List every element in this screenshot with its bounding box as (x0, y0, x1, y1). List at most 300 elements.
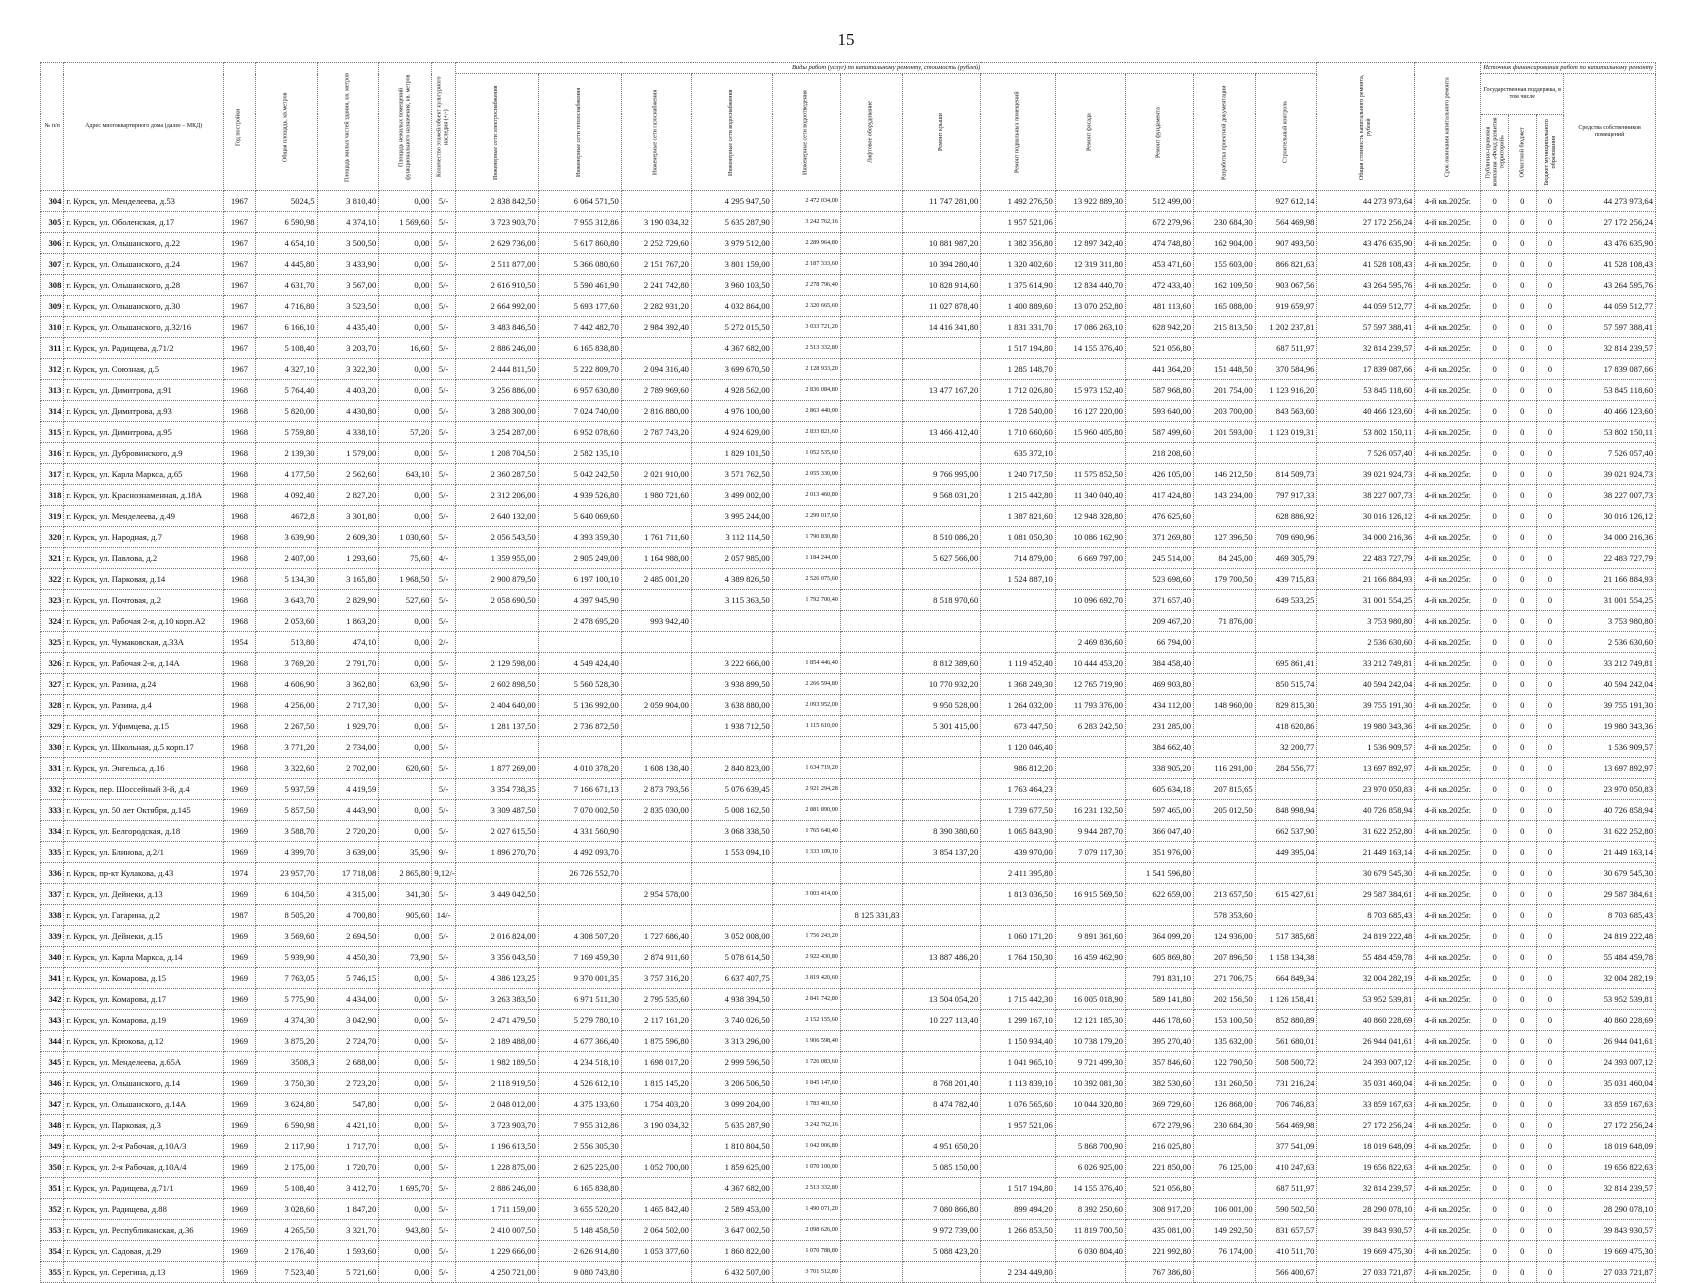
table-row (41, 695, 1656, 716)
total-cost-cell: 1 536 909,57 (1317, 737, 1415, 758)
row-number: 350 (41, 1157, 64, 1178)
region-budget-cell: 0 (1508, 863, 1536, 884)
roof-cost-cell: 13 504 054,20 (902, 989, 981, 1010)
year-cell: 1969 (223, 1136, 255, 1157)
control-cost-cell: 508 500,72 (1255, 1052, 1317, 1073)
living-area-cell: 1 717,70 (317, 1136, 379, 1157)
facade-cost-cell: 11 819 700,50 (1055, 1220, 1125, 1241)
sewer-cost-cell: 1 765 640,40 (772, 821, 840, 842)
nonresidential-area-cell: 0,00 (379, 737, 432, 758)
owners-funds-cell: 18 019 648,09 (1564, 1136, 1656, 1157)
heating-cost-cell: 4 331 560,90 (538, 821, 621, 842)
living-area-cell: 3 362,80 (317, 674, 379, 695)
total-area-cell: 4672,8 (255, 506, 317, 527)
floors-cell: 5/- (432, 1094, 455, 1115)
total-area-cell: 3 639,90 (255, 527, 317, 548)
heating-cost-cell: 2 625 225,00 (538, 1157, 621, 1178)
gas-cost-cell: 2 873 793,56 (621, 779, 691, 800)
address-cell: г. Курск, ул. 50 лет Октября, д.145 (64, 800, 224, 821)
heating-cost-cell: 2 626 914,80 (538, 1241, 621, 1262)
row-number: 307 (41, 254, 64, 275)
control-cost-cell: 664 849,34 (1255, 968, 1317, 989)
address-cell: г. Курск, ул. Ольшанского, д.32/16 (64, 317, 224, 338)
water-cost-cell: 3 222 666,00 (691, 653, 772, 674)
roof-cost-cell (902, 926, 981, 947)
living-area-cell: 3 412,70 (317, 1178, 379, 1199)
address-cell: г. Курск, ул. Союзная, д.5 (64, 359, 224, 380)
row-number: 317 (41, 464, 64, 485)
region-budget-cell: 0 (1508, 359, 1536, 380)
region-budget-cell: 0 (1508, 212, 1536, 233)
basement-cost-cell: 1 060 171,20 (981, 926, 1055, 947)
total-area-cell: 5 759,80 (255, 422, 317, 443)
roof-cost-cell: 4 951 650,20 (902, 1136, 981, 1157)
roof-cost-cell: 13 466 412,40 (902, 422, 981, 443)
sewer-cost-cell: 2 526 075,60 (772, 569, 840, 590)
row-number: 309 (41, 296, 64, 317)
sewer-cost-cell: 1 726 083,60 (772, 1052, 840, 1073)
control-cost-cell: 843 563,60 (1255, 401, 1317, 422)
nonresidential-area-cell: 1 569,60 (379, 212, 432, 233)
water-cost-cell: 3 801 159,00 (691, 254, 772, 275)
roof-cost-cell (902, 779, 981, 800)
row-number: 337 (41, 884, 64, 905)
gas-cost-cell: 2 151 767,20 (621, 254, 691, 275)
heating-cost-cell: 5 640 069,60 (538, 506, 621, 527)
living-area-cell: 2 562,60 (317, 464, 379, 485)
basement-cost-cell: 1 400 889,60 (981, 296, 1055, 317)
term-cell: 4-й кв.2025г. (1415, 632, 1481, 653)
foundation-cost-cell: 622 659,00 (1125, 884, 1193, 905)
owners-funds-cell: 39 843 930,57 (1564, 1220, 1656, 1241)
nonresidential-area-cell: 0,00 (379, 1094, 432, 1115)
table-row (41, 737, 1656, 758)
year-cell: 1968 (223, 758, 255, 779)
row-number: 335 (41, 842, 64, 863)
living-area-cell: 4 700,80 (317, 905, 379, 926)
foundation-cost-cell: 357 846,60 (1125, 1052, 1193, 1073)
floors-cell: 5/- (432, 947, 455, 968)
address-cell: г. Курск, ул. Школьная, д.5 корп.17 (64, 737, 224, 758)
sewer-cost-cell: 1 115 610,00 (772, 716, 840, 737)
living-area-cell: 1 847,20 (317, 1199, 379, 1220)
local-budget-cell: 0 (1536, 527, 1564, 548)
term-cell: 4-й кв.2025г. (1415, 1241, 1481, 1262)
total-cost-cell: 23 970 050,83 (1317, 779, 1415, 800)
total-area-cell: 3 875,20 (255, 1031, 317, 1052)
electric-cost-cell: 3 723 903,70 (455, 212, 538, 233)
floors-cell: 5/- (432, 527, 455, 548)
fund-cell: 0 (1481, 569, 1509, 590)
basement-cost-cell (981, 968, 1055, 989)
living-area-cell: 2 791,70 (317, 653, 379, 674)
sewer-cost-cell: 1 070 788,80 (772, 1241, 840, 1262)
basement-cost-cell: 1 065 843,90 (981, 821, 1055, 842)
design-cost-cell: 71 876,00 (1194, 611, 1256, 632)
total-cost-cell: 34 000 216,36 (1317, 527, 1415, 548)
lift-cost-cell (840, 1262, 902, 1283)
table-row (41, 191, 1656, 212)
gas-cost-cell: 2 874 911,60 (621, 947, 691, 968)
owners-funds-cell: 21 449 163,14 (1564, 842, 1656, 863)
floors-cell: 5/- (432, 1073, 455, 1094)
header-no: № п/п (41, 63, 64, 191)
table-row (41, 1073, 1656, 1094)
nonresidential-area-cell: 75,60 (379, 548, 432, 569)
year-cell: 1954 (223, 632, 255, 653)
region-budget-cell: 0 (1508, 527, 1536, 548)
term-cell: 4-й кв.2025г. (1415, 485, 1481, 506)
total-cost-cell: 32 814 239,57 (1317, 338, 1415, 359)
fund-cell: 0 (1481, 527, 1509, 548)
roof-cost-cell (902, 758, 981, 779)
region-budget-cell: 0 (1508, 296, 1536, 317)
water-cost-cell: 3 099 204,00 (691, 1094, 772, 1115)
heating-cost-cell: 4 308 507,20 (538, 926, 621, 947)
year-cell: 1968 (223, 527, 255, 548)
control-cost-cell: 1 123 916,20 (1255, 380, 1317, 401)
owners-funds-cell: 32 004 282,19 (1564, 968, 1656, 989)
address-cell: г. Курск, ул. Димитрова, д.91 (64, 380, 224, 401)
row-number: 344 (41, 1031, 64, 1052)
design-cost-cell (1194, 1178, 1256, 1199)
row-number: 312 (41, 359, 64, 380)
roof-cost-cell: 8 812 389,60 (902, 653, 981, 674)
owners-funds-cell: 40 466 123,60 (1564, 401, 1656, 422)
design-cost-cell: 122 790,50 (1194, 1052, 1256, 1073)
row-number: 353 (41, 1220, 64, 1241)
table-row (41, 1241, 1656, 1262)
living-area-cell: 474,10 (317, 632, 379, 653)
foundation-cost-cell: 481 113,60 (1125, 296, 1193, 317)
floors-cell: 5/- (432, 1136, 455, 1157)
electric-cost-cell: 3 309 487,50 (455, 800, 538, 821)
floors-cell: 5/- (432, 653, 455, 674)
electric-cost-cell: 1 281 137,50 (455, 716, 538, 737)
header-living-area: Площадь жилых частей здания, кв. метров (317, 63, 379, 191)
foundation-cost-cell: 593 640,00 (1125, 401, 1193, 422)
fund-cell: 0 (1481, 296, 1509, 317)
water-cost-cell: 2 999 596,50 (691, 1052, 772, 1073)
roof-cost-cell (902, 569, 981, 590)
owners-funds-cell: 39 755 191,30 (1564, 695, 1656, 716)
floors-cell: 5/- (432, 590, 455, 611)
term-cell: 4-й кв.2025г. (1415, 1157, 1481, 1178)
design-cost-cell: 149 292,50 (1194, 1220, 1256, 1241)
basement-cost-cell: 714 879,00 (981, 548, 1055, 569)
basement-cost-cell: 1 368 249,30 (981, 674, 1055, 695)
year-cell: 1968 (223, 380, 255, 401)
term-cell: 4-й кв.2025г. (1415, 611, 1481, 632)
sewer-cost-cell: 3 701 512,80 (772, 1262, 840, 1283)
lift-cost-cell (840, 464, 902, 485)
heating-cost-cell: 5 136 992,00 (538, 695, 621, 716)
heating-cost-cell: 7 070 002,50 (538, 800, 621, 821)
design-cost-cell: 153 100,50 (1194, 1010, 1256, 1031)
region-budget-cell: 0 (1508, 989, 1536, 1010)
fund-cell: 0 (1481, 989, 1509, 1010)
water-cost-cell: 3 499 002,00 (691, 485, 772, 506)
floors-cell: 9,12/- (432, 863, 455, 884)
region-budget-cell: 0 (1508, 821, 1536, 842)
fund-cell: 0 (1481, 947, 1509, 968)
facade-cost-cell (1055, 212, 1125, 233)
sewer-cost-cell: 1 052 535,60 (772, 443, 840, 464)
table-row (41, 989, 1656, 1010)
water-cost-cell: 1 810 804,50 (691, 1136, 772, 1157)
owners-funds-cell: 43 264 595,76 (1564, 275, 1656, 296)
lift-cost-cell (840, 1220, 902, 1241)
year-cell: 1969 (223, 1220, 255, 1241)
year-cell: 1967 (223, 212, 255, 233)
design-cost-cell: 146 212,50 (1194, 464, 1256, 485)
local-budget-cell: 0 (1536, 905, 1564, 926)
row-number: 310 (41, 317, 64, 338)
roof-cost-cell (902, 1115, 981, 1136)
address-cell: г. Курск, ул. Садовая, д.29 (64, 1241, 224, 1262)
electric-cost-cell: 2 616 910,50 (455, 275, 538, 296)
owners-funds-cell: 53 952 539,81 (1564, 989, 1656, 1010)
gas-cost-cell (621, 737, 691, 758)
lift-cost-cell (840, 296, 902, 317)
region-budget-cell: 0 (1508, 1241, 1536, 1262)
table-row (41, 443, 1656, 464)
roof-cost-cell: 10 770 932,20 (902, 674, 981, 695)
roof-cost-cell (902, 611, 981, 632)
nonresidential-area-cell: 0,00 (379, 443, 432, 464)
region-budget-cell: 0 (1508, 842, 1536, 863)
basement-cost-cell: 1 831 331,70 (981, 317, 1055, 338)
electric-cost-cell: 2 056 543,50 (455, 527, 538, 548)
gas-cost-cell: 2 059 904,00 (621, 695, 691, 716)
basement-cost-cell: 1 517 194,80 (981, 338, 1055, 359)
roof-cost-cell: 9 972 739,00 (902, 1220, 981, 1241)
floors-cell: 5/- (432, 422, 455, 443)
owners-funds-cell: 23 970 050,83 (1564, 779, 1656, 800)
local-budget-cell: 0 (1536, 611, 1564, 632)
gas-cost-cell: 1 761 711,60 (621, 527, 691, 548)
control-cost-cell: 919 659,97 (1255, 296, 1317, 317)
gas-cost-cell (621, 905, 691, 926)
living-area-cell: 2 734,00 (317, 737, 379, 758)
local-budget-cell: 0 (1536, 590, 1564, 611)
sewer-cost-cell: 2 833 821,60 (772, 422, 840, 443)
basement-cost-cell: 1 387 821,60 (981, 506, 1055, 527)
floors-cell: 5/- (432, 674, 455, 695)
owners-funds-cell: 40 860 228,69 (1564, 1010, 1656, 1031)
region-budget-cell: 0 (1508, 422, 1536, 443)
foundation-cost-cell: 791 831,10 (1125, 968, 1193, 989)
gas-cost-cell: 2 021 910,00 (621, 464, 691, 485)
year-cell: 1974 (223, 863, 255, 884)
region-budget-cell: 0 (1508, 569, 1536, 590)
heating-cost-cell: 6 064 571,50 (538, 191, 621, 212)
year-cell: 1968 (223, 422, 255, 443)
year-cell: 1969 (223, 926, 255, 947)
foundation-cost-cell: 521 056,80 (1125, 1178, 1193, 1199)
basement-cost-cell: 1 264 032,00 (981, 695, 1055, 716)
local-budget-cell: 0 (1536, 1031, 1564, 1052)
water-cost-cell: 1 938 712,50 (691, 716, 772, 737)
fund-cell: 0 (1481, 968, 1509, 989)
design-cost-cell: 76 174,00 (1194, 1241, 1256, 1262)
lift-cost-cell (840, 821, 902, 842)
control-cost-cell: 903 067,56 (1255, 275, 1317, 296)
control-cost-cell: 628 886,92 (1255, 506, 1317, 527)
control-cost-cell: 848 998,94 (1255, 800, 1317, 821)
floors-cell: 9/- (432, 842, 455, 863)
nonresidential-area-cell: 527,60 (379, 590, 432, 611)
water-cost-cell: 3 647 002,50 (691, 1220, 772, 1241)
table-row (41, 569, 1656, 590)
basement-cost-cell: 1 375 614,90 (981, 275, 1055, 296)
facade-cost-cell: 2 469 836,60 (1055, 632, 1125, 653)
gas-cost-cell: 2 954 578,00 (621, 884, 691, 905)
heating-cost-cell: 6 165 838,80 (538, 1178, 621, 1199)
address-cell: г. Курск, ул. Рабочая 2-я, д.14А (64, 653, 224, 674)
facade-cost-cell: 10 044 320,80 (1055, 1094, 1125, 1115)
total-area-cell: 4 374,30 (255, 1010, 317, 1031)
table-body (41, 191, 1656, 1283)
floors-cell: 5/- (432, 884, 455, 905)
header-lift: Лифтовое оборудование (840, 74, 902, 191)
basement-cost-cell: 1 382 356,80 (981, 233, 1055, 254)
lift-cost-cell: 8 125 331,83 (840, 905, 902, 926)
basement-cost-cell: 1 712 026,80 (981, 380, 1055, 401)
row-number: 348 (41, 1115, 64, 1136)
address-cell: г. Курск, ул. Карла Маркса, д.65 (64, 464, 224, 485)
heating-cost-cell: 4 397 945,90 (538, 590, 621, 611)
address-cell: г. Курск, ул. Дейнеки, д.15 (64, 926, 224, 947)
region-budget-cell: 0 (1508, 632, 1536, 653)
heating-cost-cell: 5 222 809,70 (538, 359, 621, 380)
fund-cell: 0 (1481, 1010, 1509, 1031)
basement-cost-cell: 1 763 464,23 (981, 779, 1055, 800)
nonresidential-area-cell: 35,90 (379, 842, 432, 863)
electric-cost-cell: 3 354 738,35 (455, 779, 538, 800)
sewer-cost-cell (772, 863, 840, 884)
gas-cost-cell: 1 164 988,00 (621, 548, 691, 569)
term-cell: 4-й кв.2025г. (1415, 380, 1481, 401)
address-cell: г. Курск, ул. Серегина, д.13 (64, 1262, 224, 1283)
table-row (41, 1220, 1656, 1241)
floors-cell: 4/- (432, 548, 455, 569)
year-cell: 1969 (223, 1094, 255, 1115)
header-nonresidential-area: Площадь нежилых помещений функционального назначения, кв. метров (379, 63, 432, 191)
row-number: 343 (41, 1010, 64, 1031)
address-cell: г. Курск, ул. Димитрова, д.93 (64, 401, 224, 422)
lift-cost-cell (840, 863, 902, 884)
roof-cost-cell: 13 887 486,20 (902, 947, 981, 968)
facade-cost-cell: 9 721 499,30 (1055, 1052, 1125, 1073)
gas-cost-cell: 2 282 931,20 (621, 296, 691, 317)
floors-cell: 5/- (432, 212, 455, 233)
electric-cost-cell (455, 863, 538, 884)
foundation-cost-cell: 523 698,60 (1125, 569, 1193, 590)
sewer-cost-cell: 2 152 155,60 (772, 1010, 840, 1031)
header-region-budget: Областной бюджет (1508, 114, 1536, 191)
gas-cost-cell (621, 716, 691, 737)
local-budget-cell: 0 (1536, 191, 1564, 212)
nonresidential-area-cell: 0,00 (379, 380, 432, 401)
term-cell: 4-й кв.2025г. (1415, 674, 1481, 695)
facade-cost-cell: 6 283 242,50 (1055, 716, 1125, 737)
address-cell: г. Курск, пер. Шоссейный 3-й, д.4 (64, 779, 224, 800)
nonresidential-area-cell: 0,00 (379, 485, 432, 506)
facade-cost-cell: 9 891 361,60 (1055, 926, 1125, 947)
living-area-cell: 4 430,80 (317, 401, 379, 422)
facade-cost-cell: 12 834 440,70 (1055, 275, 1125, 296)
year-cell: 1968 (223, 569, 255, 590)
water-cost-cell: 3 052 008,00 (691, 926, 772, 947)
gas-cost-cell: 3 190 034,32 (621, 1115, 691, 1136)
facade-cost-cell: 16 915 569,50 (1055, 884, 1125, 905)
table-row (41, 317, 1656, 338)
row-number: 315 (41, 422, 64, 443)
gas-cost-cell (621, 1136, 691, 1157)
nonresidential-area-cell: 57,20 (379, 422, 432, 443)
table-row (41, 947, 1656, 968)
facade-cost-cell (1055, 758, 1125, 779)
facade-cost-cell (1055, 737, 1125, 758)
water-cost-cell: 4 924 629,00 (691, 422, 772, 443)
term-cell: 4-й кв.2025г. (1415, 1094, 1481, 1115)
sewer-cost-cell: 1 845 147,60 (772, 1073, 840, 1094)
fund-cell: 0 (1481, 1241, 1509, 1262)
year-cell: 1968 (223, 611, 255, 632)
total-cost-cell: 27 172 256,24 (1317, 212, 1415, 233)
heating-cost-cell: 9 370 001,35 (538, 968, 621, 989)
design-cost-cell: 84 245,00 (1194, 548, 1256, 569)
roof-cost-cell (902, 212, 981, 233)
nonresidential-area-cell: 0,00 (379, 653, 432, 674)
heating-cost-cell: 7 024 740,00 (538, 401, 621, 422)
total-cost-cell: 53 802 150,11 (1317, 422, 1415, 443)
foundation-cost-cell: 351 976,00 (1125, 842, 1193, 863)
control-cost-cell: 418 620,86 (1255, 716, 1317, 737)
total-area-cell: 3 643,70 (255, 590, 317, 611)
control-cost-cell (1255, 632, 1317, 653)
basement-cost-cell: 1 119 452,40 (981, 653, 1055, 674)
year-cell: 1968 (223, 464, 255, 485)
living-area-cell: 3 301,80 (317, 506, 379, 527)
roof-cost-cell: 14 416 341,80 (902, 317, 981, 338)
design-cost-cell: 213 657,50 (1194, 884, 1256, 905)
local-budget-cell: 0 (1536, 821, 1564, 842)
term-cell: 4-й кв.2025г. (1415, 989, 1481, 1010)
sewer-cost-cell: 1 783 401,60 (772, 1094, 840, 1115)
basement-cost-cell: 1 492 276,50 (981, 191, 1055, 212)
header-sewer: Инженерные сети водоотведения (772, 74, 840, 191)
row-number: 330 (41, 737, 64, 758)
living-area-cell: 4 434,00 (317, 989, 379, 1010)
term-cell: 4-й кв.2025г. (1415, 254, 1481, 275)
local-budget-cell: 0 (1536, 422, 1564, 443)
total-cost-cell: 17 839 087,66 (1317, 359, 1415, 380)
sewer-cost-cell: 2 128 933,20 (772, 359, 840, 380)
electric-cost-cell: 2 027 615,50 (455, 821, 538, 842)
local-budget-cell: 0 (1536, 947, 1564, 968)
local-budget-cell: 0 (1536, 569, 1564, 590)
year-cell: 1967 (223, 275, 255, 296)
nonresidential-area-cell: 1 695,70 (379, 1178, 432, 1199)
total-cost-cell: 32 004 282,19 (1317, 968, 1415, 989)
design-cost-cell (1194, 1262, 1256, 1283)
roof-cost-cell: 8 518 970,60 (902, 590, 981, 611)
electric-cost-cell: 2 838 842,50 (455, 191, 538, 212)
region-budget-cell: 0 (1508, 191, 1536, 212)
roof-cost-cell: 8 768 201,40 (902, 1073, 981, 1094)
